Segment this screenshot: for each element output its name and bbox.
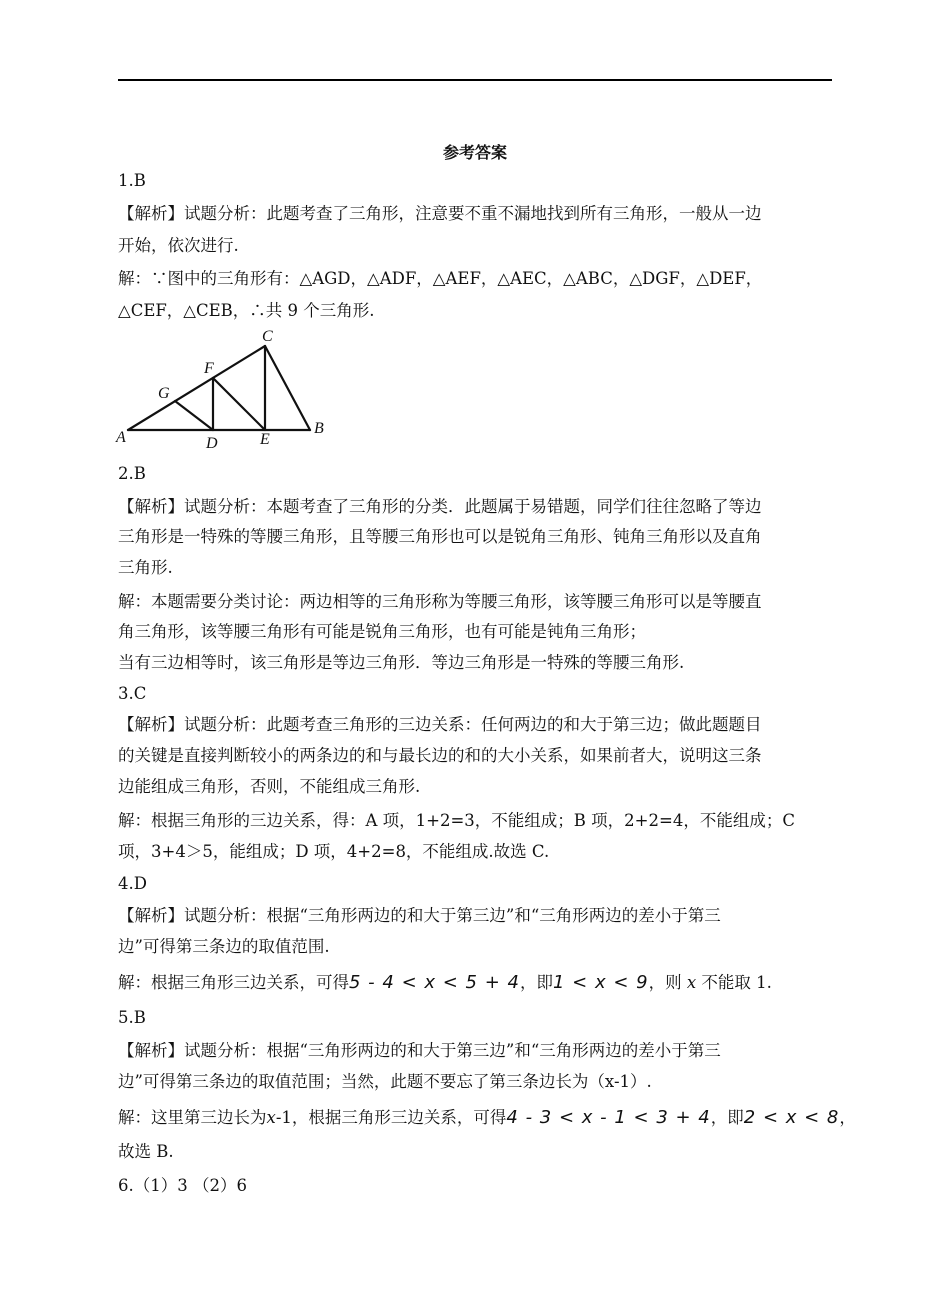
q2-solution-line-2: 角三角形，该等腰三角形有可能是锐角三角形，也有可能是钝角三角形；	[118, 622, 646, 641]
q2-analysis-line-2: 三角形是一特殊的等腰三角形，且等腰三角形也可以是锐角三角形、钝角三角形以及直角	[118, 527, 762, 546]
q4-solution-text-a: 解：根据三角形三边关系，可得	[118, 973, 349, 992]
q5-solution-line-1	[118, 1108, 856, 1128]
q4-inequality-1: 5 - 4 < x < 5 + 4	[349, 972, 520, 993]
q1-analysis-line-2: 开始，依次进行.	[118, 236, 239, 255]
segment-cb	[265, 346, 310, 430]
label-a: A	[116, 429, 126, 446]
segment-fe	[213, 378, 265, 430]
q5-answer: 5.B	[118, 1008, 146, 1027]
label-f: F	[204, 360, 214, 377]
q5-variable: x	[266, 1108, 276, 1127]
segment-gd	[175, 401, 213, 430]
q3-analysis-line-1: 【解析】试题分析：此题考查三角形的三边关系：任何两边的和大于第三边；做此题题目	[118, 715, 762, 734]
q6-answer: 6.（1）3 （2）6	[118, 1176, 247, 1195]
label-c: C	[262, 328, 273, 345]
q3-answer: 3.C	[118, 684, 147, 703]
q3-solution-line-2: 项，3+4＞5，能组成；D 项，4+2=8，不能组成.故选 C.	[118, 842, 550, 861]
q5-analysis-line-2: 边”可得第三条边的取值范围；当然，此题不要忘了第三条边长为（x-1）.	[118, 1072, 652, 1091]
q4-solution-text-b: ，即	[519, 973, 553, 992]
q1-solution-line-2: △CEF，△CEB，∴共 9 个三角形.	[118, 301, 375, 320]
q2-solution-line-3: 当有三边相等时，该三角形是等边三角形．等边三角形是一特殊的等腰三角形.	[118, 653, 685, 672]
q4-solution-text-c: ，则	[648, 973, 682, 992]
label-g: G	[158, 385, 170, 402]
q5-solution-text-b: ，即	[710, 1108, 744, 1127]
q4-answer: 4.D	[118, 874, 147, 893]
q4-analysis-line-1: 【解析】试题分析：根据“三角形两边的和大于第三边”和“三角形两边的差小于第三	[118, 906, 721, 925]
q4-solution-text-d: 不能取 1.	[701, 973, 772, 992]
label-e: E	[260, 431, 270, 448]
q5-inequality-1: 4 - 3 < x - 1 < 3 + 4	[506, 1107, 711, 1128]
q2-analysis-line-3: 三角形.	[118, 558, 173, 577]
q5-inequality-2: 2 < x < 8	[743, 1107, 840, 1128]
q3-analysis-line-2: 的关键是直接判断较小的两条边的和与最长边的和的大小关系，如果前者大，说明这三条	[118, 746, 762, 765]
q1-answer: 1.B	[118, 171, 146, 190]
q2-analysis-line-1: 【解析】试题分析：本题考查了三角形的分类．此题属于易错题，同学们往往忽略了等边	[118, 497, 762, 516]
triangle-figure	[112, 326, 342, 452]
q5-solution-text-c: ，	[839, 1108, 856, 1127]
q4-solution-line	[118, 973, 772, 993]
q3-analysis-line-3: 边能组成三角形，否则，不能组成三角形.	[118, 777, 421, 796]
label-b: B	[314, 420, 324, 437]
label-d: D	[206, 435, 218, 452]
q4-inequality-2: 1 < x < 9	[552, 972, 649, 993]
q1-analysis-line-1: 【解析】试题分析：此题考查了三角形，注意要不重不漏地找到所有三角形，一般从一边	[118, 204, 762, 223]
header-rule	[118, 79, 832, 81]
q2-answer: 2.B	[118, 464, 146, 483]
q5-analysis-line-1: 【解析】试题分析：根据“三角形两边的和大于第三边”和“三角形两边的差小于第三	[118, 1041, 721, 1060]
q2-solution-line-1: 解：本题需要分类讨论：两边相等的三角形称为等腰三角形，该等腰三角形可以是等腰直	[118, 592, 762, 611]
q4-analysis-line-2: 边”可得第三条边的取值范围.	[118, 937, 330, 956]
q5-solution-line-2: 故选 B.	[118, 1142, 174, 1161]
q1-solution-line-1: 解：∵图中的三角形有：△AGD，△ADF，△AEF，△AEC，△ABC，△DGF，△DEF，	[118, 269, 763, 288]
q5-solution-text-a2: -1，根据三角形三边关系，可得	[275, 1108, 507, 1127]
q5-solution-text-a: 解：这里第三边长为	[118, 1108, 267, 1127]
q3-solution-line-1: 解：根据三角形的三边关系，得：A 项，1+2=3，不能组成；B 项，2+2=4，不能组成；C	[118, 811, 795, 830]
page-title: 参考答案	[442, 143, 507, 162]
q4-variable: x	[686, 973, 697, 992]
